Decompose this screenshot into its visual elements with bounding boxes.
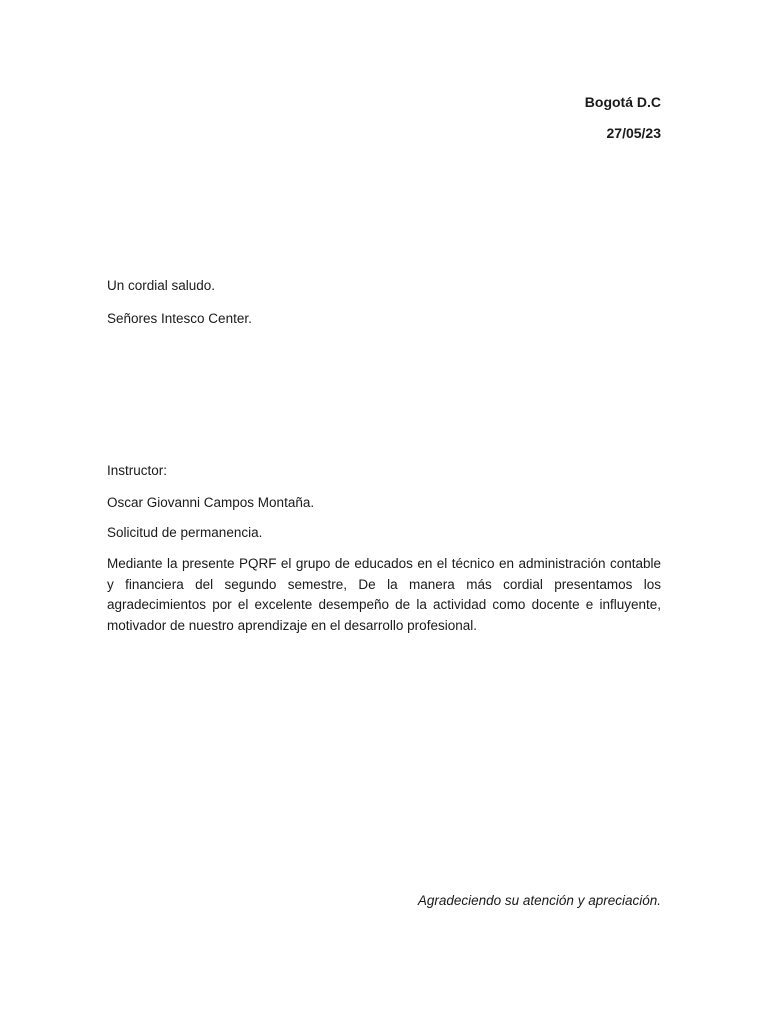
instructor-label: Instructor:: [107, 463, 168, 478]
closing-line: Agradeciendo su atención y apreciación.: [417, 893, 661, 908]
date-line: 27/05/23: [606, 125, 661, 141]
greeting-line: Un cordial saludo.: [107, 278, 216, 293]
city-line: Bogotá D.C: [584, 94, 661, 110]
body-paragraph: Mediante la presente PQRF el grupo de educados en el técnico en administración contable y financiera del segundo semestre, De la manera más cordial presentamos los agradecimientos por el excelente desempeño de la actividad como docente e influyente, motivador de nuestro aprendizaje en el desarrollo profesional.: [107, 556, 661, 633]
instructor-name: Oscar Giovanni Campos Montaña.: [107, 495, 315, 510]
recipient-line: Señores Intesco Center.: [107, 311, 252, 326]
subject-line: Solicitud de permanencia.: [107, 525, 263, 540]
letter-header: [585, 92, 661, 143]
